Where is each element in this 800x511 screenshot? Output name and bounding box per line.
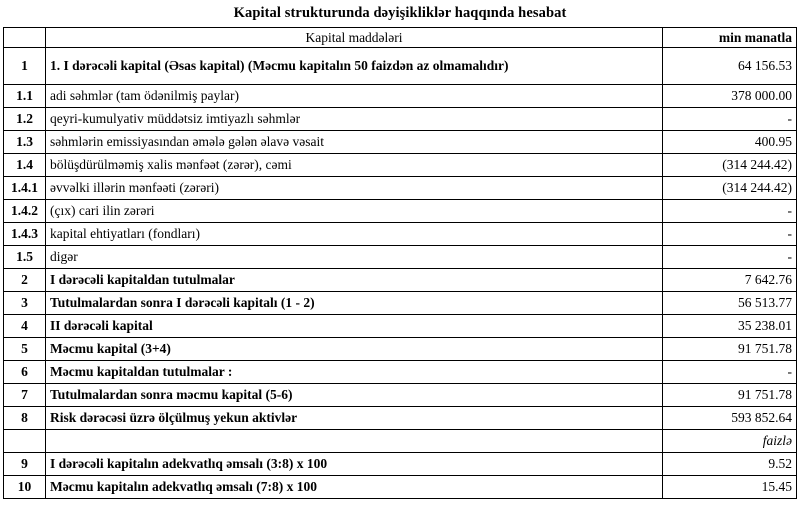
table-row-1-4-3	[4, 223, 797, 246]
row-label: digər	[46, 246, 663, 269]
row-number: 1.4.1	[4, 177, 46, 200]
table-row-1-3	[4, 131, 797, 154]
row-number: 1.5	[4, 246, 46, 269]
row-number: 2	[4, 269, 46, 292]
table-row-7	[4, 384, 797, 407]
table-row-1-1	[4, 85, 797, 108]
row-label: Məcmu kapital (3+4)	[46, 338, 663, 361]
row-value: faizlə	[663, 430, 797, 453]
table-row-6	[4, 361, 797, 384]
table-row-9	[4, 453, 797, 476]
table-row-1-4-2	[4, 200, 797, 223]
row-number: 8	[4, 407, 46, 430]
table-header-row	[4, 28, 797, 48]
row-label	[46, 430, 663, 453]
row-label: əvvəlki illərin mənfəəti (zərəri)	[46, 177, 663, 200]
table-row-10	[4, 476, 797, 499]
row-label: səhmlərin emissiyasından əmələ gələn əlavə vəsait	[46, 131, 663, 154]
row-number: 1.1	[4, 85, 46, 108]
table-row-5	[4, 338, 797, 361]
row-number: 4	[4, 315, 46, 338]
table-row-1-5	[4, 246, 797, 269]
row-number: 3	[4, 292, 46, 315]
table-row-3	[4, 292, 797, 315]
table-row-1-2	[4, 108, 797, 131]
row-value: 400.95	[663, 131, 797, 154]
row-value: (314 244.42)	[663, 154, 797, 177]
row-label: Məcmu kapitalın adekvatlıq əmsalı (7:8) x 100	[46, 476, 663, 499]
row-number: 5	[4, 338, 46, 361]
row-label: 1. I dərəcəli kapital (Əsas kapital) (Məcmu kapitalın 50 faizdən az olmamalıdır)	[46, 48, 663, 85]
row-label: Tutulmalardan sonra I dərəcəli kapitalı (1 - 2)	[46, 292, 663, 315]
table-row-1-4-1	[4, 177, 797, 200]
row-value: 15.45	[663, 476, 797, 499]
row-number: 1.3	[4, 131, 46, 154]
row-value: 9.52	[663, 453, 797, 476]
row-label: (çıx) cari ilin zərəri	[46, 200, 663, 223]
row-value: -	[663, 223, 797, 246]
table-row-4	[4, 315, 797, 338]
row-label: II dərəcəli kapital	[46, 315, 663, 338]
row-number: 1.2	[4, 108, 46, 131]
row-label: Tutulmalardan sonra məcmu kapital (5-6)	[46, 384, 663, 407]
row-value: 378 000.00	[663, 85, 797, 108]
row-value: 35 238.01	[663, 315, 797, 338]
table-row-1	[4, 48, 797, 85]
row-label: adi səhmlər (tam ödənilmiş paylar)	[46, 85, 663, 108]
row-label: kapital ehtiyatları (fondları)	[46, 223, 663, 246]
row-number	[4, 430, 46, 453]
row-number: 6	[4, 361, 46, 384]
row-number: 1	[4, 48, 46, 85]
row-number: 10	[4, 476, 46, 499]
row-value: 91 751.78	[663, 384, 797, 407]
row-label: I dərəcəli kapitalın adekvatlıq əmsalı (3:8) x 100	[46, 453, 663, 476]
row-label: bölüşdürülməmiş xalis mənfəət (zərər), cəmi	[46, 154, 663, 177]
row-number: 9	[4, 453, 46, 476]
table-row-2	[4, 269, 797, 292]
table-row-1-4	[4, 154, 797, 177]
row-value: 91 751.78	[663, 338, 797, 361]
header-items-label: Kapital maddələri	[46, 28, 663, 48]
report-title: Kapital strukturunda dəyişikliklər haqqında hesabat	[233, 5, 567, 21]
row-value: (314 244.42)	[663, 177, 797, 200]
row-value: -	[663, 361, 797, 384]
row-value: -	[663, 246, 797, 269]
row-value: 593 852.64	[663, 407, 797, 430]
row-number: 1.4	[4, 154, 46, 177]
table-row-8	[4, 407, 797, 430]
row-number: 1.4.2	[4, 200, 46, 223]
row-value: -	[663, 108, 797, 131]
row-label: Risk dərəcəsi üzrə ölçülmuş yekun aktivlər	[46, 407, 663, 430]
row-number: 7	[4, 384, 46, 407]
capital-structure-table	[3, 27, 797, 499]
row-value: 64 156.53	[663, 48, 797, 85]
header-unit-label: min manatla	[663, 28, 797, 48]
row-label: qeyri-kumulyativ müddətsiz imtiyazlı səhmlər	[46, 108, 663, 131]
row-label: I dərəcəli kapitaldan tutulmalar	[46, 269, 663, 292]
row-value: 56 513.77	[663, 292, 797, 315]
header-empty-cell	[4, 28, 46, 48]
table-row-unit-faizle	[4, 430, 797, 453]
row-number: 1.4.3	[4, 223, 46, 246]
row-value: 7 642.76	[663, 269, 797, 292]
row-value: -	[663, 200, 797, 223]
row-label: Məcmu kapitaldan tutulmalar :	[46, 361, 663, 384]
